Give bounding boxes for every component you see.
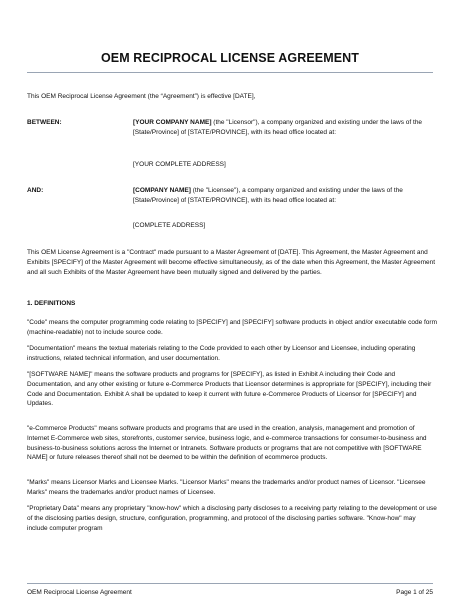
definition-code: "Code" means the computer programming code relating to [SPECIFY] and [SPECIFY] software products in object and/or executable code form (machine-readable) not to include source code.: [27, 319, 437, 336]
document-title: OEM RECIPROCAL LICENSE AGREEMENT: [100, 51, 360, 65]
intro-paragraph: This OEM Reciprocal License Agreement (the “Agreement”) is effective [DATE],: [27, 93, 256, 100]
contract-paragraph: This OEM License Agreement is a "Contract" made pursuant to a Master Agreement of [DATE]. This Agreement, the Master Agreement and Exhibits [SPECIFY] of the Master Agreement will become effective simultaneously, as of the date when this Agreement, the Master Agreement and all such Exhibits of the Master Agreement have been mutually signed and delivered by the parties.: [27, 249, 436, 276]
title-divider: [27, 72, 433, 73]
licensor-details: (the "Licensor"), a company organized and existing under the laws of the [State/Province] of [STATE/PROVINCE], with its head office located at:: [133, 119, 423, 136]
licensee-description: [133, 186, 433, 206]
licensee-details: (the "Licensee"), a company organized and existing under the laws of the [State/Province] of [STATE/PROVINCE], with its head office located at:: [133, 187, 403, 204]
licensee-address: [COMPLETE ADDRESS]: [133, 222, 206, 229]
licensor-address: [YOUR COMPLETE ADDRESS]: [133, 161, 226, 168]
between-label: BETWEEN:: [27, 119, 62, 126]
definition-software-name: "[SOFTWARE NAME]" means the software products and programs for [SPECIFY], as listed in Exhibit A including their Code and Documentation, and any other existing or future e-Commerce Products that Licensor determines is appropriate for [SPECIFY], including their Code and Documentation. Exhibit A shall be updated to keep it current with future e-Commerce Products of Licensor for [SPECIFY] and Updates.: [27, 371, 432, 408]
and-label: AND:: [27, 187, 44, 194]
licensee-name: [COMPANY NAME]: [133, 187, 191, 194]
footer-document-name: OEM Reciprocal License Agreement: [27, 589, 132, 596]
licensor-name: [YOUR COMPANY NAME]: [133, 119, 212, 126]
definition-ecommerce-products: "e-Commerce Products" means software products and programs that are used in the creation, analysis, management and promotion of Internet E-Commerce web sites, storefronts, customer service, business logic, and e-commerce transactions for consumer-to-business and business-to-business solutions across the Internet or Intranets. Software products or programs that are not competitive with [SOFTWARE NAME] or future releases thereof shall not be deemed to be within the definition of ecommerce products.: [27, 425, 427, 462]
section-heading-definitions: 1. DEFINITIONS: [27, 300, 76, 307]
licensor-description: [133, 118, 433, 138]
definition-proprietary-data: "Proprietary Data" means any proprietary "know-how" which a disclosing party discloses to a receiving party relating to the development or use of the disclosing parties design, structure, configuration, programming, and protocol of the disclosing parties software. "Know-how" may include computer program: [27, 505, 437, 532]
definition-documentation: "Documentation" means the textual materials relating to the Code provided to each other by Licensor and Licensee, including operating instructions, related technical information, and user documentation.: [27, 345, 416, 362]
footer-divider: [27, 583, 433, 584]
definition-marks: "Marks" means Licensor Marks and Licensee Marks. "Licensor Marks" means the trademarks and/or product names of Licensor. "Licensee Marks" means the trademarks and/or product names of Licensee.: [27, 479, 426, 496]
footer-page-number: Page 1 of 25: [396, 589, 433, 596]
